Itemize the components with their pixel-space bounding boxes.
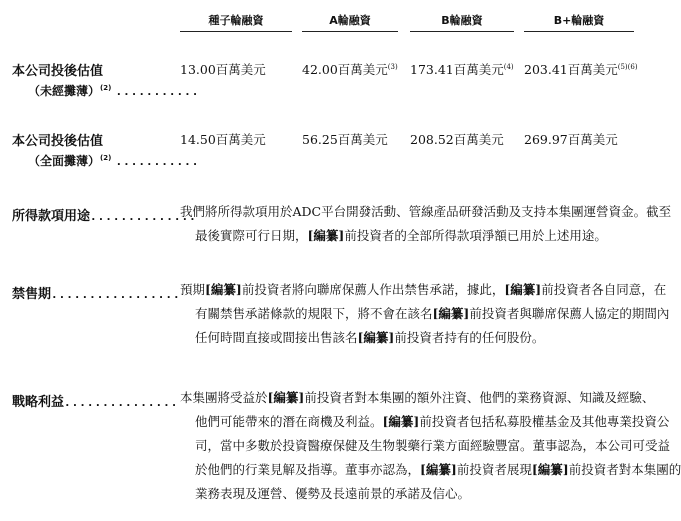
row-label-strategic-benefits: 戰略利益...............: [12, 395, 179, 410]
valuation-undiluted-seed: 13.00百萬美元: [180, 62, 266, 77]
text-line: 任何時間直接或間接出售該名[編纂]前投資者持有的任何股份。: [195, 330, 545, 345]
valuation-diluted-series-b-plus: 269.97百萬美元: [524, 132, 618, 147]
text-line: 他們可能帶來的潛在商機及利益。[編纂]前投資者包括私募股權基金及其他專業投資公: [195, 414, 670, 429]
text-line: 有關禁售承諾條款的規限下，將不會在該名[編纂]前投資者與聯席保薦人協定的期間內: [195, 306, 670, 321]
row-label-use-of-proceeds: 所得款項用途..............: [12, 209, 197, 224]
use-of-proceeds-text: [180, 200, 672, 248]
valuation-diluted-series-a: 56.25百萬美元: [302, 132, 388, 147]
row-label-valuation-undiluted: 本公司投後估值: [12, 64, 104, 79]
text-line: 業務表現及運營、優勢及長遠前景的承諾及信心。: [195, 486, 471, 501]
column-header-series-b-plus: B+輪融資: [553, 14, 605, 27]
text-line: 本集團將受益於[編纂]前投資者對本集團的額外注資、他們的業務資源、知識及經驗、: [180, 390, 655, 405]
row-label-valuation-diluted: 本公司投後估值: [12, 134, 104, 149]
header-rule: [410, 31, 514, 32]
header-rule: [302, 31, 398, 32]
row-label-lockup: 禁售期.................: [12, 287, 181, 302]
valuation-undiluted-series-a: 42.00百萬美元$^{(3)}$: [302, 62, 398, 77]
valuation-diluted-seed: 14.50百萬美元: [180, 132, 266, 147]
text-line: 於他們的行業見解及指導。董事亦認為，[編纂]前投資者展現[編纂]前投資者對本集團的: [195, 462, 681, 477]
header-rule: [524, 31, 634, 32]
lockup-text: [180, 278, 670, 350]
row-sublabel-undiluted: （未經攤薄）$^{(2)}$ ...........: [28, 84, 200, 98]
text-line: 最後實際可行日期，[編纂]前投資者的全部所得款項淨額已用於上述用途。: [195, 228, 607, 243]
text-line: 我們將所得款項用於ADC平台開發活動、管線產品研發活動及支持本集團運營資金。截至: [180, 204, 672, 219]
row-sublabel-diluted: （全面攤薄）$^{(2)}$ ...........: [28, 154, 200, 168]
column-header-series-a: A輪融資: [329, 14, 371, 27]
valuation-diluted-series-b: 208.52百萬美元: [410, 132, 504, 147]
text-line: 預期[編纂]前投資者將向聯席保薦人作出禁售承諾，據此，[編纂]前投資者各自同意，在: [180, 282, 667, 297]
strategic-benefits-text: [180, 386, 681, 506]
column-header-seed: 種子輪融資: [208, 14, 264, 27]
column-header-series-b: B輪融資: [441, 14, 483, 27]
valuation-undiluted-series-b-plus: 203.41百萬美元$^{(5)(6)}$: [524, 62, 638, 77]
header-rule: [180, 31, 292, 32]
valuation-undiluted-series-b: 173.41百萬美元$^{(4)}$: [410, 62, 514, 77]
text-line: 司，當中多數於投資醫療保健及生物製藥行業方面經驗豐富。董事認為，本公司可受益: [195, 438, 671, 453]
